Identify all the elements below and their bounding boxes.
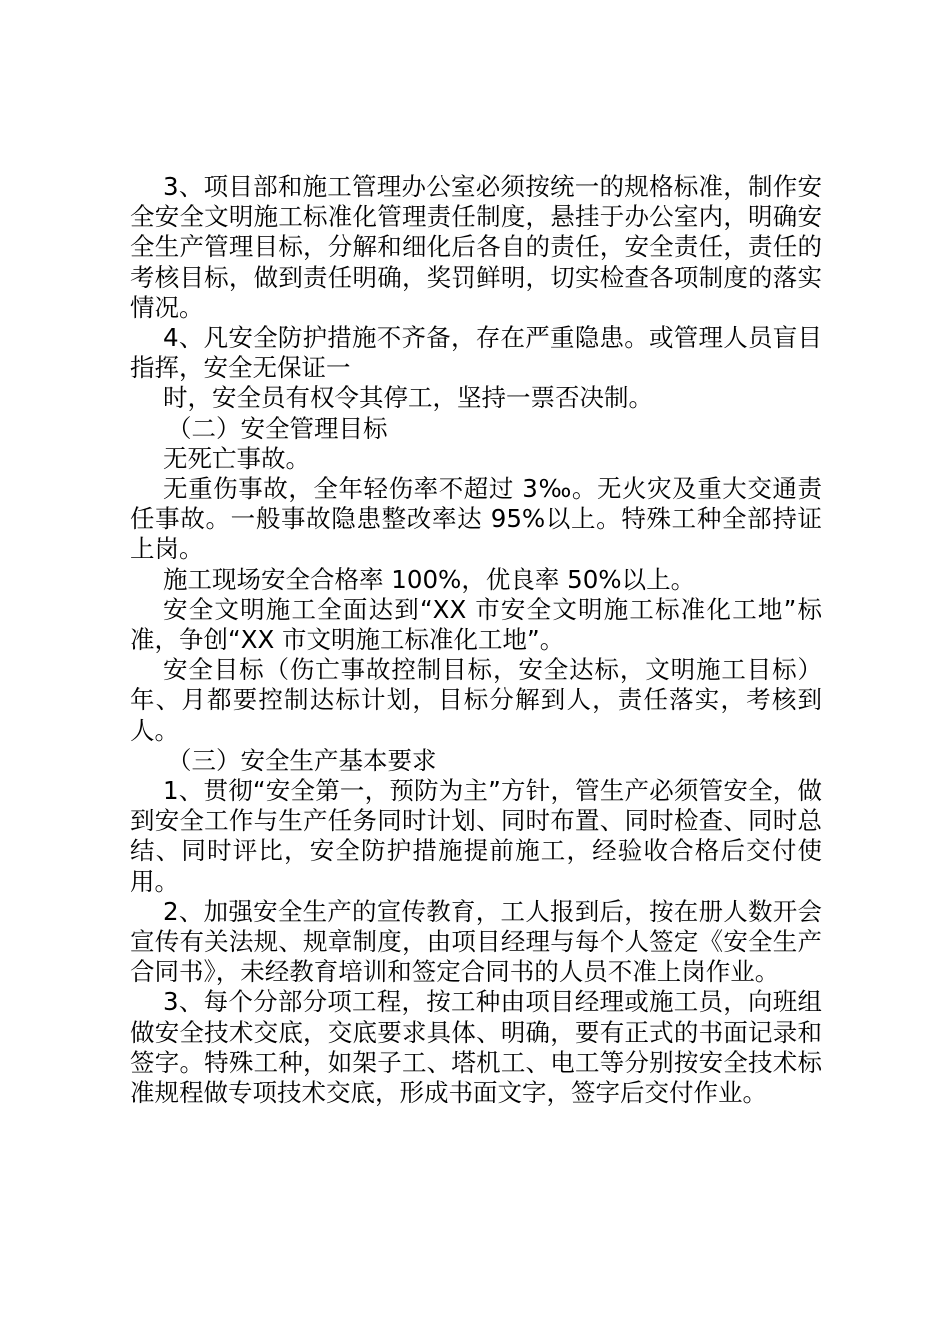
paragraph-item-3: 3、项目部和施工管理办公室必须按统一的规格标准，制作安全安全文明施工标准化管理责任制度，悬挂于办公室内，明确安全生产管理目标，分解和细化后各自的责任，安全责任，责任的考核目标，做到责任明确，奖罚鲜明，切实检查各项制度的落实情况。 xyxy=(130,172,822,322)
paragraph-item-4-continued: 时，安全员有权令其停工，坚持一票否决制。 xyxy=(163,383,653,413)
document-body xyxy=(130,172,822,1108)
section-heading-safety-goals: （二）安全管理目标 xyxy=(167,413,388,443)
goal-no-fatality: 无死亡事故。 xyxy=(163,443,310,473)
goal-pass-rate: 施工现场安全合格率 100%，优良率 50%以上。 xyxy=(163,564,696,594)
paragraph-item-4: 4、凡安全防护措施不齐备，存在严重隐患。或管理人员盲目指挥，安全无保证一 xyxy=(130,323,822,383)
goal-no-serious-injury: 无重伤事故，全年轻伤率不超过 3‰。无火灾及重大交通责任事故。一般事故隐患整改率达 95%以上。特殊工种全部持证上岗。 xyxy=(130,474,822,564)
requirement-item-3: 3、每个分部分项工程，按工种由项目经理或施工员，向班组做安全技术交底，交底要求具体、明确，要有正式的书面记录和签字。特殊工种，如架子工、塔机工、电工等分别按安全技术标准规程做专项技术交底，形成书面文字，签字后交付作业。 xyxy=(130,987,822,1108)
goal-civilized-construction: 安全文明施工全面达到“XX 市安全文明施工标准化工地”标准，争创“XX 市文明施工标准化工地”。 xyxy=(130,594,822,655)
requirement-item-2: 2、加强安全生产的宣传教育，工人报到后，按在册人数开会宣传有关法规、规章制度，由项目经理与每个人签定《安全生产合同书》，未经教育培训和签定合同书的人员不准上岗作业。 xyxy=(130,896,822,987)
goal-safety-targets: 安全目标（伤亡事故控制目标，安全达标，文明施工目标）年、月都要控制达标计划，目标分解到人，责任落实，考核到人。 xyxy=(130,655,822,745)
section-heading-basic-requirements: （三）安全生产基本要求 xyxy=(167,745,437,775)
requirement-item-1: 1、贯彻“安全第一，预防为主”方针，管生产必须管安全，做到安全工作与生产任务同时计划、同时布置、同时检查、同时总结、同时评比，安全防护措施提前施工，经验收合格后交付使用。 xyxy=(130,776,822,896)
